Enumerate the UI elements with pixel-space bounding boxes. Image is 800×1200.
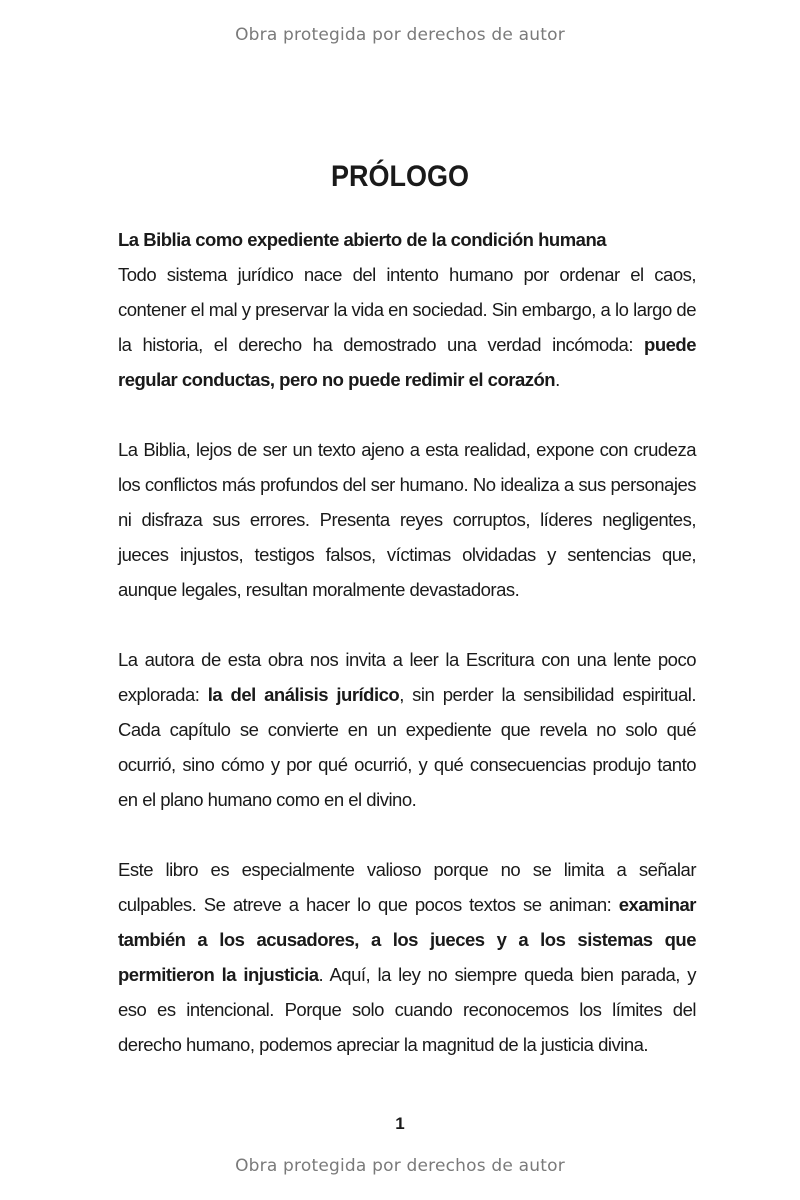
copyright-watermark-top: Obra protegida por derechos de autor — [235, 25, 565, 45]
paragraph-4 — [118, 852, 696, 1062]
paragraph-3-bold: la del análisis jurídico — [207, 684, 400, 705]
paragraph-1 — [118, 257, 696, 397]
paragraph-1-text-b: . — [555, 369, 560, 390]
paragraph-4-bold: examinar también a los acusadores, a los jueces y a los sistemas que permitieron la injusticia — [118, 894, 696, 985]
paragraph-3-text-a: La autora de esta obra nos invita a leer la Escritura con una lente poco explorada: — [118, 649, 696, 705]
paragraph-4-text-b: . Aquí, la ley no siempre queda bien parada, y eso es intencional. Porque solo cuando reconocemos los límites del derecho humano, podemos apreciar la magnitud de la justicia divina. — [118, 964, 696, 1055]
paragraph-3 — [118, 642, 696, 817]
section-subtitle: La Biblia como expediente abierto de la condición humana — [118, 229, 607, 250]
paragraph-1-bold: puede regular conductas, pero no puede redimir el corazón — [118, 334, 696, 390]
paragraph-3-text-b: , sin perder la sensibilidad espiritual. Cada capítulo se convierte en un expediente que revela no solo qué ocurrió, sino cómo y por qué ocurrió, y qué consecuencias produjo tanto en el plano humano como en el divino. — [118, 684, 696, 810]
page-number: 1 — [395, 1114, 405, 1133]
page-title: PRÓLOGO — [330, 160, 470, 193]
paragraph-4-text-a: Este libro es especialmente valioso porque no se limita a señalar culpables. Se atreve a hacer lo que pocos textos se animan: — [118, 859, 696, 915]
paragraph-2 — [118, 432, 696, 607]
paragraph-1-text-a: Todo sistema jurídico nace del intento humano por ordenar el caos, contener el mal y preservar la vida en sociedad. Sin embargo, a lo largo de la historia, el derecho ha demostrado una verdad incómoda: — [118, 264, 696, 355]
paragraph-2-text: La Biblia, lejos de ser un texto ajeno a esta realidad, expone con crudeza los conflictos más profundos del ser humano. No idealiza a sus personajes ni disfraza sus errores. Presenta reyes corruptos, líderes negligentes, jueces injustos, testigos falsos, víctimas olvidadas y sentencias que, aunque legales, resultan moralmente devastadoras. — [118, 439, 696, 600]
document-body — [118, 222, 696, 1097]
copyright-watermark-bottom: Obra protegida por derechos de autor — [235, 1156, 565, 1176]
